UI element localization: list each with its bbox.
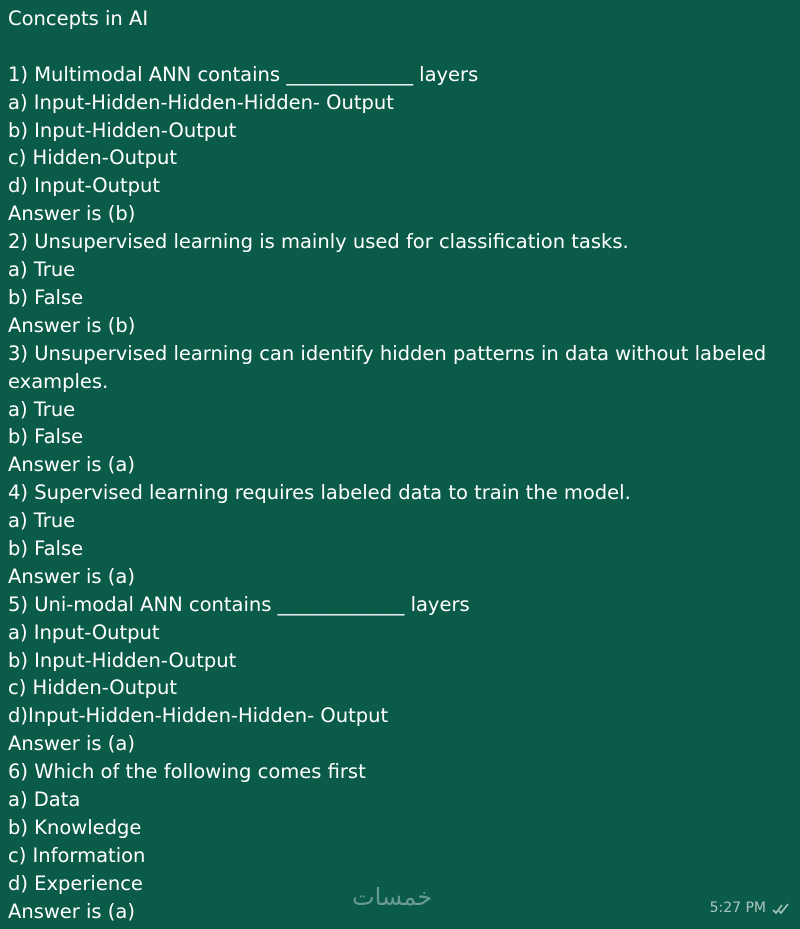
option-text: d) Experience — [8, 871, 143, 895]
message-title: Concepts in AI — [8, 7, 149, 30]
option-text: b) False — [8, 536, 84, 560]
option-text: a) True — [8, 509, 76, 533]
option-text: b) Input-Hidden-Output — [8, 118, 237, 142]
blank-line — [8, 33, 792, 61]
option-text: b) Input-Hidden-Output — [8, 648, 237, 672]
option-text: a) Input-Hidden-Hidden-Hidden- Output — [8, 90, 394, 114]
option-text: b) False — [8, 425, 84, 449]
answer-text: Answer is (a) — [8, 899, 135, 923]
option-text: a) Data — [8, 787, 81, 811]
answer-text: Answer is (b) — [8, 313, 136, 337]
option-text: d)Input-Hidden-Hidden-Hidden- Output — [8, 704, 389, 728]
option-text: a) True — [8, 397, 76, 421]
option-text: c) Information — [8, 843, 146, 867]
answer-text: Answer is (a) — [8, 453, 135, 477]
message-time: 5:27 PM — [709, 900, 766, 917]
option-text: c) Hidden-Output — [8, 146, 178, 170]
question-text: 5) Uni-modal ANN contains _____________ layers — [8, 592, 470, 616]
option-text: c) Hidden-Output — [8, 676, 178, 700]
answer-text: Answer is (a) — [8, 564, 135, 588]
question-text: 3) Unsupervised learning can identify hidden patterns in data without labeled examples. — [8, 341, 767, 393]
question-text: 2) Unsupervised learning is mainly used for classification tasks. — [8, 230, 629, 254]
option-text: d) Input-Output — [8, 174, 160, 198]
question-text: 1) Multimodal ANN contains _____________ layers — [8, 62, 479, 86]
message-meta — [710, 895, 790, 923]
question-text: 6) Which of the following comes first — [8, 760, 366, 784]
answer-text: Answer is (b) — [8, 202, 136, 226]
question-text: 4) Supervised learning requires labeled data to train the model. — [8, 481, 631, 505]
message-content — [8, 5, 792, 925]
double-check-icon — [772, 903, 790, 915]
option-text: b) Knowledge — [8, 815, 142, 839]
watermark-logo: خمسات — [352, 883, 433, 911]
option-text: b) False — [8, 285, 84, 309]
option-text: a) Input-Output — [8, 620, 160, 644]
answer-text: Answer is (a) — [8, 732, 135, 756]
option-text: a) True — [8, 258, 76, 282]
